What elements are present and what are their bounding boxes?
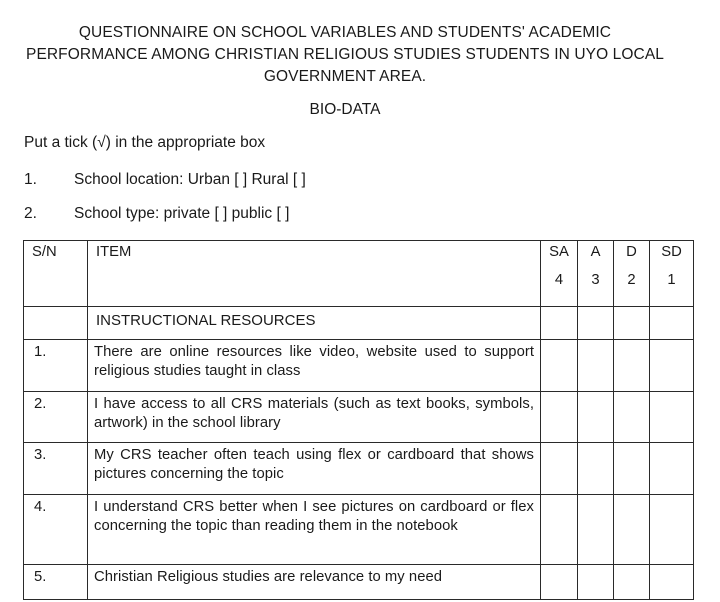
row-item: I understand CRS better when I see pictures on cardboard or flex concerning the topic than reading them in the notebook: [88, 495, 541, 565]
row-number: 5.: [24, 565, 88, 600]
tick-box-a[interactable]: [578, 495, 614, 565]
tick-box-a[interactable]: [578, 340, 614, 392]
section-heading: INSTRUCTIONAL RESOURCES: [88, 307, 541, 340]
table-row: [24, 340, 694, 392]
tick-box-sd[interactable]: [650, 392, 694, 443]
table-row: [24, 443, 694, 495]
scale-label: D: [626, 244, 637, 260]
tick-box-a[interactable]: [578, 443, 614, 495]
tick-box-sd[interactable]: [650, 495, 694, 565]
header-scale-a: [578, 241, 614, 307]
row-number: 2.: [24, 392, 88, 443]
tick-box-sd[interactable]: [650, 565, 694, 600]
bio-question-number: 1.: [24, 171, 37, 188]
scale-label: SD: [661, 244, 682, 260]
bio-question-number: 2.: [24, 205, 37, 222]
table-header-row: [24, 241, 694, 307]
bio-question-text: School type: private [ ] public [ ]: [74, 205, 290, 222]
row-number: 1.: [24, 340, 88, 392]
tick-box-d[interactable]: [614, 443, 650, 495]
section-row: [24, 307, 694, 340]
scale-value: 4: [554, 272, 564, 288]
row-number: 3.: [24, 443, 88, 495]
row-number: 4.: [24, 495, 88, 565]
table-row: [24, 392, 694, 443]
tick-box[interactable]: [578, 307, 614, 340]
scale-value: 1: [667, 272, 676, 288]
tick-box[interactable]: [541, 307, 578, 340]
tick-box-sa[interactable]: [541, 565, 578, 600]
tick-box-sd[interactable]: [650, 443, 694, 495]
tick-box-sa[interactable]: [541, 340, 578, 392]
tick-box-sa[interactable]: [541, 495, 578, 565]
tick-box-a[interactable]: [578, 392, 614, 443]
tick-box-sa[interactable]: [541, 392, 578, 443]
questionnaire-title: QUESTIONNAIRE ON SCHOOL VARIABLES AND STUDENTS' ACADEMIC PERFORMANCE AMONG CHRISTIAN RELIGIOUS STUDIES STUDENTS IN UYO LOCAL GOVERNMENT AREA.: [26, 24, 664, 85]
scale-label: SA: [549, 244, 569, 260]
row-item: My CRS teacher often teach using flex or cardboard that shows pictures concerning the topic: [88, 443, 541, 495]
section-title: BIO-DATA: [309, 101, 381, 118]
table-row: [24, 495, 694, 565]
row-item: I have access to all CRS materials (such as text books, symbols, artwork) in the school library: [88, 392, 541, 443]
row-item: There are online resources like video, website used to support religious studies taught in class: [88, 340, 541, 392]
row-item: Christian Religious studies are relevance to my need: [88, 565, 541, 600]
tick-box[interactable]: [614, 307, 650, 340]
tick-box-a[interactable]: [578, 565, 614, 600]
header-scale-sd: [650, 241, 694, 307]
tick-box[interactable]: [650, 307, 694, 340]
tick-box-sd[interactable]: [650, 340, 694, 392]
tick-box-d[interactable]: [614, 340, 650, 392]
header-sn: S/N: [24, 241, 88, 307]
scale-label: A: [590, 244, 601, 260]
header-scale-sa: [541, 241, 578, 307]
tick-box-d[interactable]: [614, 495, 650, 565]
header-item: ITEM: [88, 241, 541, 307]
tick-box-d[interactable]: [614, 392, 650, 443]
questionnaire-table: [23, 240, 694, 600]
bio-question-text: School location: Urban [ ] Rural [ ]: [74, 171, 306, 188]
instruction-text: Put a tick (√) in the appropriate box: [24, 134, 266, 151]
header-scale-d: [614, 241, 650, 307]
scale-value: 3: [591, 272, 600, 288]
table-row: [24, 565, 694, 600]
tick-box-d[interactable]: [614, 565, 650, 600]
scale-value: 2: [627, 272, 636, 288]
empty-cell: [24, 307, 88, 340]
tick-box-sa[interactable]: [541, 443, 578, 495]
